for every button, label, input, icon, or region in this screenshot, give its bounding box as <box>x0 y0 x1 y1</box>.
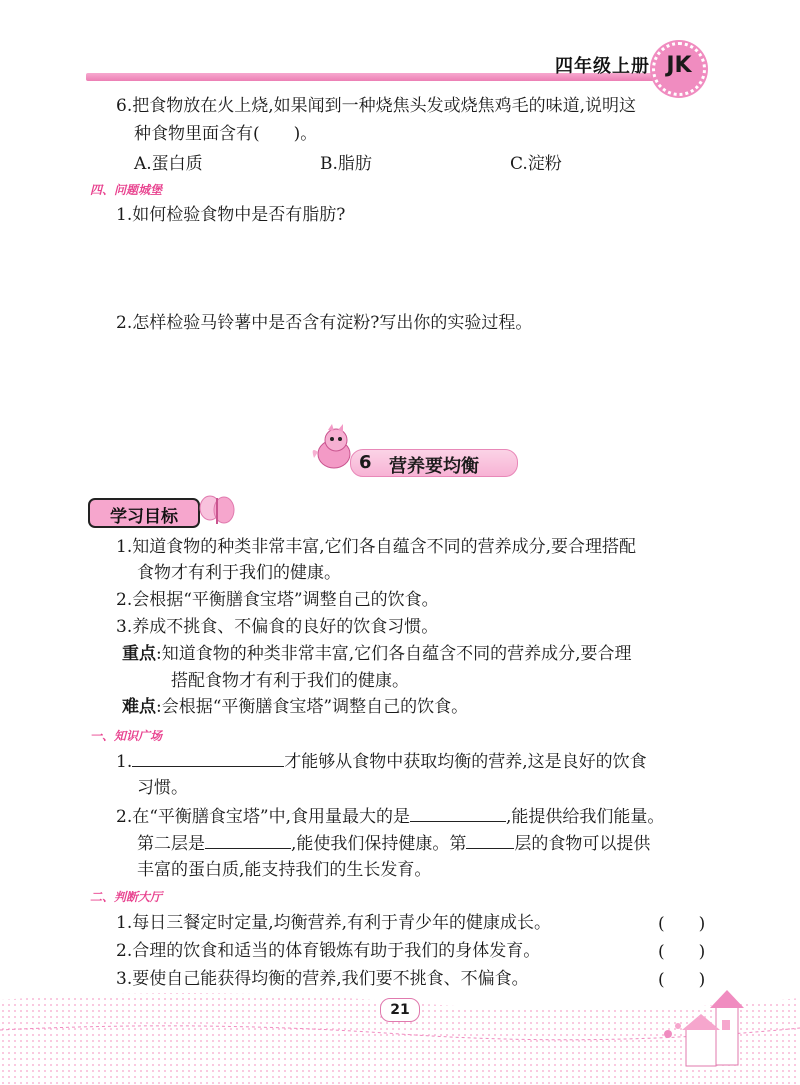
judge-1: 1.每日三餐定时定量,均衡营养,有利于青少年的健康成长。 <box>116 913 552 933</box>
fill-1-prefix: 1. <box>116 752 133 772</box>
fill-2-prefix: 2.在“平衡膳食宝塔”中,食用量最大的是 <box>116 807 411 827</box>
fill-2-line1 <box>116 803 664 831</box>
judge-3-answer[interactable]: ( ) <box>658 970 706 990</box>
section-1-title: 一、知识广场 <box>90 729 163 743</box>
section-2-title: 二、判断大厅 <box>90 890 163 904</box>
judge-1-answer[interactable]: ( ) <box>658 914 706 934</box>
fill-2-blank-3[interactable] <box>466 830 514 849</box>
fill-2-suffix: ,能提供给我们能量。 <box>506 807 665 827</box>
butterfly-icon <box>196 492 238 528</box>
fill-2b-prefix: 第二层是 <box>137 834 205 854</box>
fill-1-line2: 习惯。 <box>137 778 188 798</box>
judge-3: 3.要使自己能获得均衡的营养,我们要不挑食、不偏食。 <box>116 969 529 989</box>
judge-2: 2.合理的饮食和适当的体育锻炼有助于我们的身体发育。 <box>116 941 541 961</box>
fill-2b-mid: ,能使我们保持健康。第 <box>291 834 467 854</box>
fill-1-suffix: 才能够从食物中获取均衡的营养,这是良好的饮食 <box>284 752 647 772</box>
question-6-line1: 6.把食物放在火上烧,如果闻到一种烧焦头发或烧焦鸡毛的味道,说明这 <box>116 96 637 116</box>
key-point-label: 重点 <box>122 644 156 664</box>
fill-1-blank[interactable] <box>132 748 284 767</box>
learning-goals-label <box>88 498 200 528</box>
fill-1-line1 <box>116 748 647 776</box>
section-4-title: 四、问题城堡 <box>90 183 163 197</box>
lesson-title: 营养要均衡 <box>389 456 479 477</box>
fill-2-blank-2[interactable] <box>205 830 291 849</box>
difficult-point-text: :会根据“平衡膳食宝塔”调整自己的饮食。 <box>156 697 469 717</box>
goal-1-line2: 食物才有利于我们的健康。 <box>137 563 341 583</box>
goal-3: 3.养成不挑食、不偏食的良好的饮食习惯。 <box>116 617 439 637</box>
lesson-title-box <box>350 449 518 477</box>
option-b: B.脂肪 <box>320 154 372 174</box>
goal-1-line1: 1.知道食物的种类非常丰富,它们各自蕴含不同的营养成分,要合理搭配 <box>116 537 637 557</box>
section-4-q1: 1.如何检验食物中是否有脂肪? <box>116 205 346 225</box>
key-point <box>122 640 632 668</box>
option-c: C.淀粉 <box>510 154 562 174</box>
fill-2-blank-1[interactable] <box>410 803 506 822</box>
difficult-point <box>122 693 468 721</box>
difficult-point-label: 难点 <box>122 697 156 717</box>
goal-2: 2.会根据“平衡膳食宝塔”调整自己的饮食。 <box>116 590 439 610</box>
learning-goals-text: 学习目标 <box>110 507 178 527</box>
option-a: A.蛋白质 <box>134 154 203 174</box>
question-6-line2: 种食物里面含有( )。 <box>134 124 318 144</box>
fill-2-line2 <box>137 830 650 858</box>
edition-badge-text: JK <box>666 53 692 78</box>
page-number: 21 <box>380 998 420 1022</box>
key-point-line2: 搭配食物才有利于我们的健康。 <box>171 671 409 691</box>
grade-label: 四年级上册 <box>555 56 650 77</box>
fill-2b-suffix: 层的食物可以提供 <box>514 834 651 854</box>
lesson-number: 6 <box>359 452 372 473</box>
section-4-q2: 2.怎样检验马铃薯中是否含有淀粉?写出你的实验过程。 <box>116 313 533 333</box>
edition-badge <box>652 42 706 96</box>
judge-2-answer[interactable]: ( ) <box>658 942 706 962</box>
fill-2-line3: 丰富的蛋白质,能支持我们的生长发育。 <box>137 860 432 880</box>
key-point-text: :知道食物的种类非常丰富,它们各自蕴含不同的营养成分,要合理 <box>156 644 632 664</box>
